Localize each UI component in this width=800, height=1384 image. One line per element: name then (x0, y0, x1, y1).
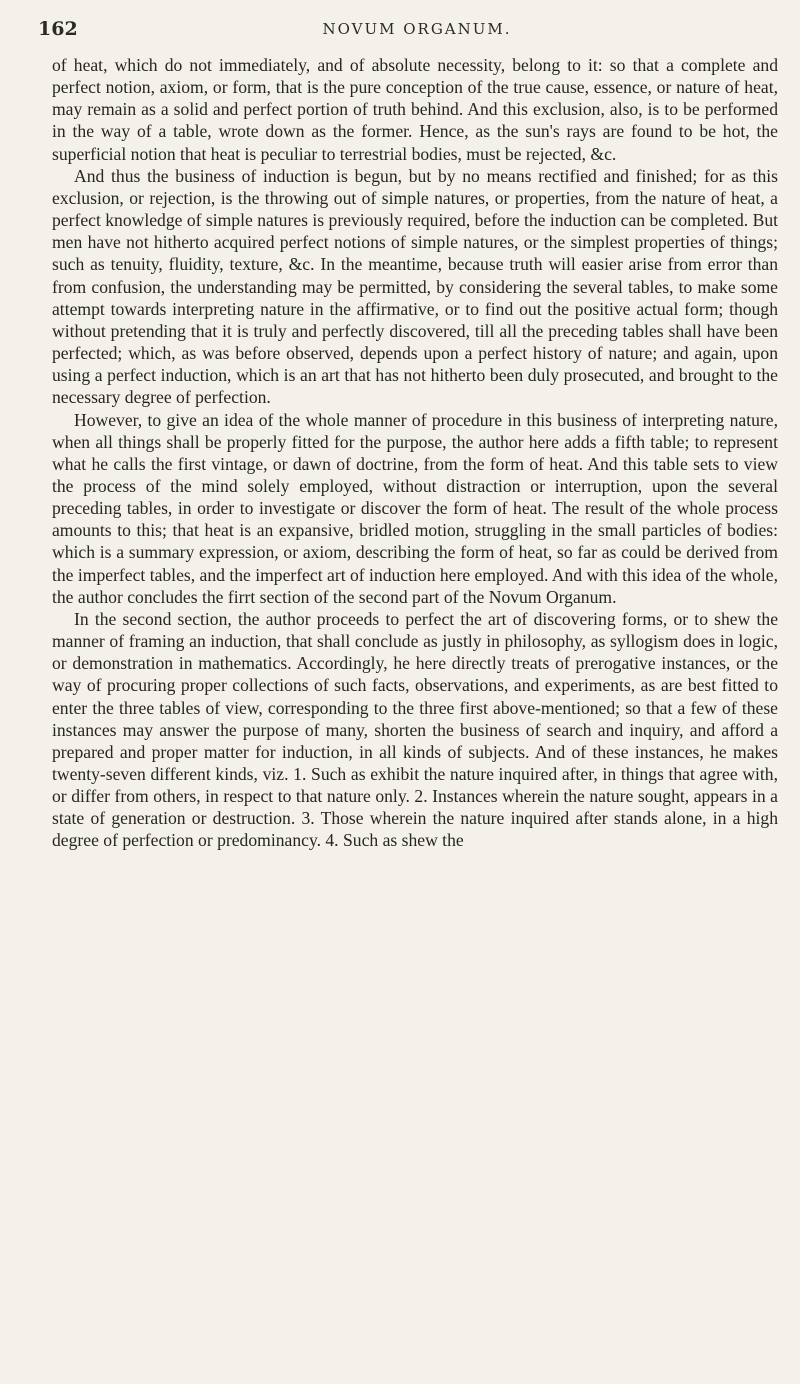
page-header (38, 14, 756, 54)
paragraph: And thus the business of induction is begun, but by no means rectified and finished; for as this exclusion, or rejection, is the throwing out of simple natures, or properties, from the nature of heat, a perfect knowledge of simple natures is previously required, before the induction can be completed. But men have not hitherto acquired perfect notions of simple natures, or the simplest properties of things; such as tenuity, fluidity, texture, &c. In the meantime, because truth will easier arise from error than from confusion, the understanding may be permitted, by considering the several tables, to make some attempt towards interpreting nature in the affirmative, or to find out the positive actual form; though without pretending that it is truly and perfectly discovered, till all the preceding tables shall have been perfected; which, as was before observed, depends upon a perfect history of nature; and again, upon using a perfect induction, which is an art that has not hitherto been duly prosecuted, and brought to the necessary degree of perfection. (52, 165, 778, 408)
paragraph: However, to give an idea of the whole manner of procedure in this business of interpreting nature, when all things shall be properly fitted for the purpose, the author here adds a fifth table; to represent what he calls the first vintage, or dawn of doctrine, from the form of heat. And this table sets to view the process of the mind solely employed, without distraction or interruption, upon the several preceding tables, in order to investigate or discover the form of heat. The result of the whole process amounts to this; that heat is an expansive, bridled motion, struggling in the small particles of bodies: which is a summary expression, or axiom, describing the form of heat, so far as could be derived from the imperfect tables, and the imperfect art of induction here employed. And with this idea of the whole, the author concludes the firrt section of the second part of the Novum Organum. (52, 409, 778, 607)
page-number: 162 (38, 18, 78, 40)
body-text (52, 54, 778, 852)
paragraph: In the second section, the author proceeds to perfect the art of discovering forms, or to shew the manner of framing an induction, that shall conclude as justly in philosophy, as syllogism does in logic, or demonstration in mathematics. Accordingly, he here directly treats of prerogative instances, or the way of procuring proper collections of such facts, observations, and experiments, as are best fitted to enter the three tables of view, corresponding to the three first above-mentioned; so that a few of these instances may answer the purpose of many, shorten the business of search and inquiry, and afford a prepared and proper matter for induction, in all kinds of subjects. And of these instances, he makes twenty-seven different kinds, viz. 1. Such as exhibit the nature inquired after, in things that agree with, or differ from others, in respect to that nature only. 2. Instances wherein the nature sought, appears in a state of generation or destruction. 3. Those wherein the nature inquired after stands alone, in a high degree of perfection or predominancy. 4. Such as shew the (52, 608, 778, 851)
running-head: NOVUM ORGANUM. (322, 20, 512, 38)
paragraph: of heat, which do not immediately, and of absolute necessity, belong to it: so that a complete and perfect notion, axiom, or form, that is the pure conception of the true cause, essence, or nature of heat, may remain as a solid and perfect portion of truth behind. And this exclusion, also, is to be performed in the way of a table, wrote down as the former. Hence, as the sun's rays are found to be hot, the superficial notion that heat is peculiar to terrestrial bodies, must be rejected, &c. (52, 55, 778, 164)
